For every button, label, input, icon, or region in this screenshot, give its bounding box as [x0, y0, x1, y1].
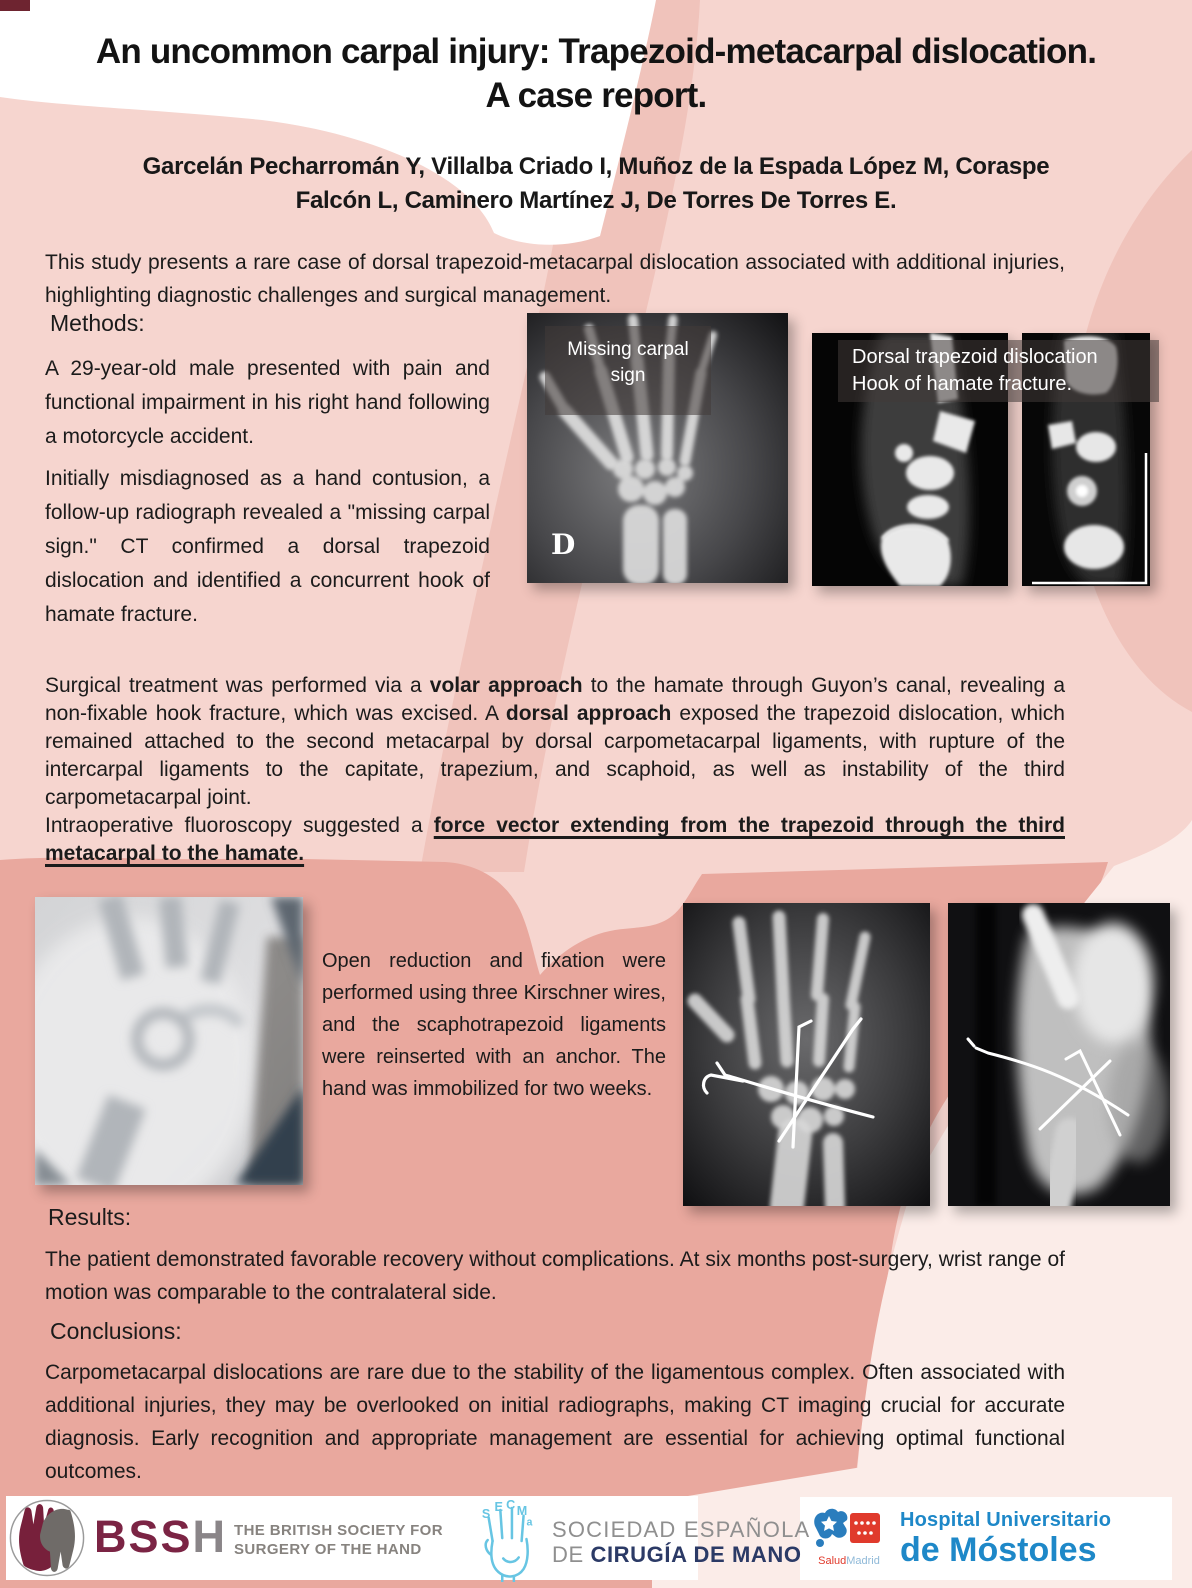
- bssh-abbreviation: [94, 1511, 227, 1563]
- methods-heading: Methods:: [50, 310, 145, 336]
- xray-overlay-line2: sign: [610, 365, 646, 386]
- authors-line1: Garcelán Pecharromán Y, Villalba Criado I, Muñoz de la Espada López M, Coraspe: [142, 153, 1050, 180]
- secma-name-line2-prefix: DE: [552, 1542, 591, 1567]
- salud-madrid-icon: [812, 1508, 886, 1567]
- bssh-name-line2: SURGERY OF THE HAND: [234, 1541, 422, 1558]
- ct-overlay-label: [838, 340, 1159, 402]
- surgical-paragraph-1: Surgical treatment was performed via a volar approach to the hamate through Guyon’s canal, revealing a non-fixable hook fracture, which was excised. A dorsal approach exposed the trapezoid dislocation, which remained attached to the second metacarpal by dorsal carpometacarpal ligaments, with rupture of the intercarpal ligaments to the capitate, trapezium, and scaphoid, as well as instability of the third carpometacarpal joint.: [45, 674, 1065, 809]
- hospital-name-line2: de Móstoles: [900, 1531, 1097, 1569]
- xray-overlay-label: [545, 326, 711, 415]
- conclusions-paragraph: Carpometacarpal dislocations are rare due to the stability of the ligamentous complex. Often associated with additional injuries, they may be overlooked on initial radiographs, making CT imaging crucial for accurate diagnosis. Early recognition and appropriate management are essential for achieving optimal functional outcomes.: [45, 1361, 1065, 1483]
- reduction-paragraph: Open reduction and fixation were performed using three Kirschner wires, and the scaphotrapezoid ligaments were reinserted with an anchor. The hand was immobilized for two weeks.: [322, 950, 666, 1100]
- bssh-abbr-gray: H: [192, 1511, 228, 1562]
- ct-overlay-line1: Dorsal trapezoid dislocation: [852, 346, 1098, 368]
- hospital-name-line1: Hospital Universitario: [900, 1509, 1112, 1531]
- title-line1: An uncommon carpal injury: Trapezoid-metacarpal dislocation.: [95, 32, 1097, 71]
- authors-line2: Falcón L, Caminero Martínez J, De Torres De Torres E.: [295, 187, 897, 214]
- authors: [0, 150, 1192, 218]
- ct-overlay-line2: Hook of hamate fracture.: [852, 373, 1073, 395]
- poster-title: [0, 30, 1192, 118]
- secma-letter-c: C: [506, 1500, 516, 1513]
- hospital-name: [900, 1508, 1111, 1568]
- xray-side-marker: D: [551, 528, 576, 561]
- secma-name-line2-main: CIRUGÍA DE MANO: [590, 1542, 802, 1567]
- secma-name-line1: SOCIEDAD ESPAÑOLA: [552, 1517, 811, 1542]
- results-paragraph: The patient demonstrated favorable recovery without complications. At six months post-surgery, wrist range of motion was comparable to the contralateral side.: [45, 1248, 1065, 1304]
- fluoroscopy-figure: [35, 897, 303, 1185]
- madrid-text: Madrid: [846, 1555, 880, 1567]
- postop-lateral-xray-figure: [948, 903, 1170, 1206]
- title-line2: A case report.: [485, 76, 707, 115]
- postop-ap-xray-figure: [683, 903, 930, 1206]
- methods-paragraph-2: Initially misdiagnosed as a hand contusion, a follow-up radiograph revealed a "missing carpal sign." CT confirmed a dorsal trapezoid dislocation and identified a concurrent hook of hamate fracture.: [45, 467, 490, 626]
- secma-letter-m: M: [516, 1503, 528, 1518]
- bssh-hands-icon: [8, 1499, 86, 1582]
- results-heading: Results:: [48, 1204, 132, 1230]
- secma-letter-s: S: [481, 1506, 491, 1521]
- bssh-full-name: [234, 1521, 443, 1559]
- conclusions-heading: Conclusions:: [50, 1318, 182, 1344]
- xray-overlay-line1: Missing carpal: [567, 339, 689, 360]
- bssh-abbr-maroon: BSS: [94, 1511, 193, 1562]
- secma-letter-e: E: [494, 1500, 503, 1514]
- secma-name-line2: [552, 1542, 810, 1568]
- secma-letter-a: a: [526, 1516, 533, 1529]
- salud-text: Salud: [818, 1555, 847, 1567]
- surgical-paragraph-2: Intraoperative fluoroscopy suggested a force vector extending from the trapezoid through the third metacarpal to the hamate.: [45, 814, 1065, 865]
- secma-hand-icon: [479, 1500, 541, 1587]
- corner-accent: [0, 0, 30, 11]
- salud-madrid-caption: [812, 1555, 886, 1567]
- intro-paragraph: This study presents a rare case of dorsal trapezoid-metacarpal dislocation associated with additional injuries, highlighting diagnostic challenges and surgical management.: [45, 251, 1065, 307]
- bssh-name-line1: THE BRITISH SOCIETY FOR: [234, 1522, 443, 1539]
- secma-name: [552, 1518, 810, 1568]
- surgical-paragraph: [45, 672, 1065, 868]
- methods-paragraph-1: A 29-year-old male presented with pain and functional impairment in his right hand following a motorcycle accident.: [45, 357, 490, 448]
